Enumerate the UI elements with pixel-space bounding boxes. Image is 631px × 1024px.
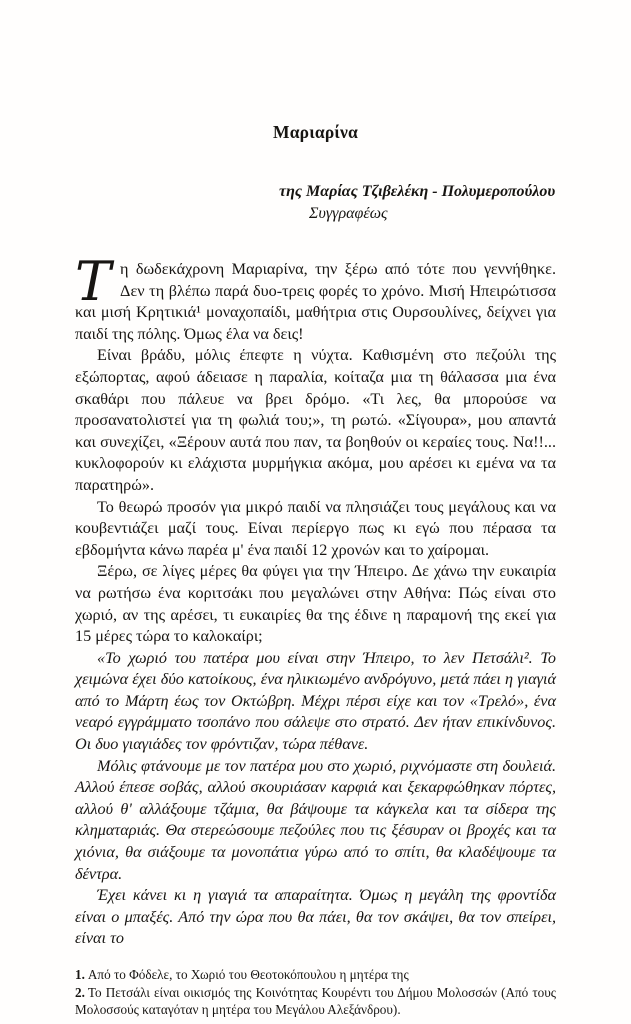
paragraph-3: Το θεωρώ προσόν για μικρό παιδί να πλησιάζει τους μεγάλους και να κουβεντιάζει μαζί τους. Είναι περίεργο πως κι εγώ που πέρασα τα εβδομήντα κάνω παρέα μ' ένα παιδί 12 χρονών και το χαίρομαι.: [75, 497, 556, 559]
page-title: Μαριαρίνα: [272, 122, 359, 142]
byline-role: Συγγραφέως: [309, 205, 388, 222]
footnote-2-text: Το Πετσάλι είναι οικισμός της Κοινότητας Κουρέντι του Δήμου Μολοσσών (Από τους Μολοσσούς καταγόταν η μητέρα του Μεγάλου Αλεξάνδρου).: [75, 984, 556, 1017]
footnote-1: [75, 966, 556, 984]
byline: [279, 181, 556, 225]
paragraph-5: «Το χωριό του πατέρα μου είναι στην Ήπειρο, το λεν Πετσάλι². Το χειμώνα έχει δύο κατοίκους, ένα ηλικιωμένο ανδρόγυνο, μετά πάει η γιαγιά από το Μάρτη έως τον Οκτώβρη. Μέχρι πέρσι είχε και τον «Τρελό», ένα νεαρό εγγράμματο τσοπάνο που σάλεψε στο στρατό. Δεν ήταν επικίνδυνος. Οι δυο γιαγιάδες τον φρόντιζαν, τώρα πέθανε.: [75, 648, 556, 754]
dropcap-letter: Τ: [75, 250, 112, 313]
paragraph-6: Μόλις φτάνουμε με τον πατέρα μου στο χωριό, ριχνόμαστε στη δουλειά. Αλλού έπεσε σοβάς, αλλού σκουριάσαν καρφιά και ξεκαρφώθηκαν πόρτες, αλλού θ' αλλάξουμε τζάμια, θα βάψουμε τα κάγκελα και τα σίδερα της κληματαριάς. Θα στερεώσουμε πεζούλες που τις ξέσυραν οι βροχές και τα χιόνια, θα σιάξουμε τα μονοπάτια γύρω από το σπίτι, θα κλαδέψουμε τα δέντρα.: [75, 756, 556, 883]
footnote-2-marker: 2.: [75, 984, 85, 1000]
paragraph-7: Έχει κάνει κι η γιαγιά τα απαραίτητα. Όμως η μεγάλη της φροντίδα είναι ο μπαξές. Από την ώρα που θα πάει, θα τον σκάψει, θα τον σπείρει, είναι το: [75, 886, 556, 948]
paragraph-1-text: η δωδεκάχρονη Μαριαρίνα, την ξέρω από τότε που γεννήθηκε. Δεν τη βλέπω παρά δυο-τρεις φορές το χρόνο. Μισή Ηπειρώτισσα και μισή Κρητικιά¹ μοναχοπαίδι, μαθήτρια στις Ουρσουλίνες, δείχνει για παιδί της πόλης. Όμως έλα να δεις!: [75, 260, 556, 343]
paragraph-2: Είναι βράδυ, μόλις έπεφτε η νύχτα. Καθισμένη στο πεζούλι της εξώπορτας, αφού άδειασε η παραλία, κοίταζα μια τη θάλασσα μια ένα σκαθάρι που πάλευε να βρει δρόμο. «Τι λες, θα μπορούσε να προσανατολιστεί για τη φωλιά του;», τη ρωτώ. «Σίγουρα», μου απαντά και συνεχίζει, «Ξέρουν αυτά που παν, τα βοηθούν οι κεραίες τους. Να!!... κυκλοφορούν κι ελάχιστα μυρμήγκια ακόμα, μου αρέσει κι εμένα να τα παρατηρώ».: [75, 346, 556, 494]
footnote-1-marker: 1.: [75, 967, 85, 982]
paragraph-4: Ξέρω, σε λίγες μέρες θα φύγει για την Ήπειρο. Δε χάνω την ευκαιρία να ρωτήσω ένα κοριτσάκι που μεγαλώνει στην Αθήνα: Πώς είναι στο χωριό, αν της αρέσει, τι ευκαιρίες θα της έδινε η παραμονή της εκεί για 15 μέρες τώρα το καλοκαίρι;: [75, 562, 556, 646]
footnotes: [75, 966, 556, 1019]
paragraph-1: [75, 250, 556, 345]
footnote-2: [75, 984, 556, 1019]
byline-author: της Μαρίας Τζιβελέκη - Πολυμεροπούλου: [279, 183, 556, 200]
footnote-1-text: Από το Φόδελε, το Χωριό του Θεοτοκόπουλου η μητέρα της: [87, 967, 409, 982]
